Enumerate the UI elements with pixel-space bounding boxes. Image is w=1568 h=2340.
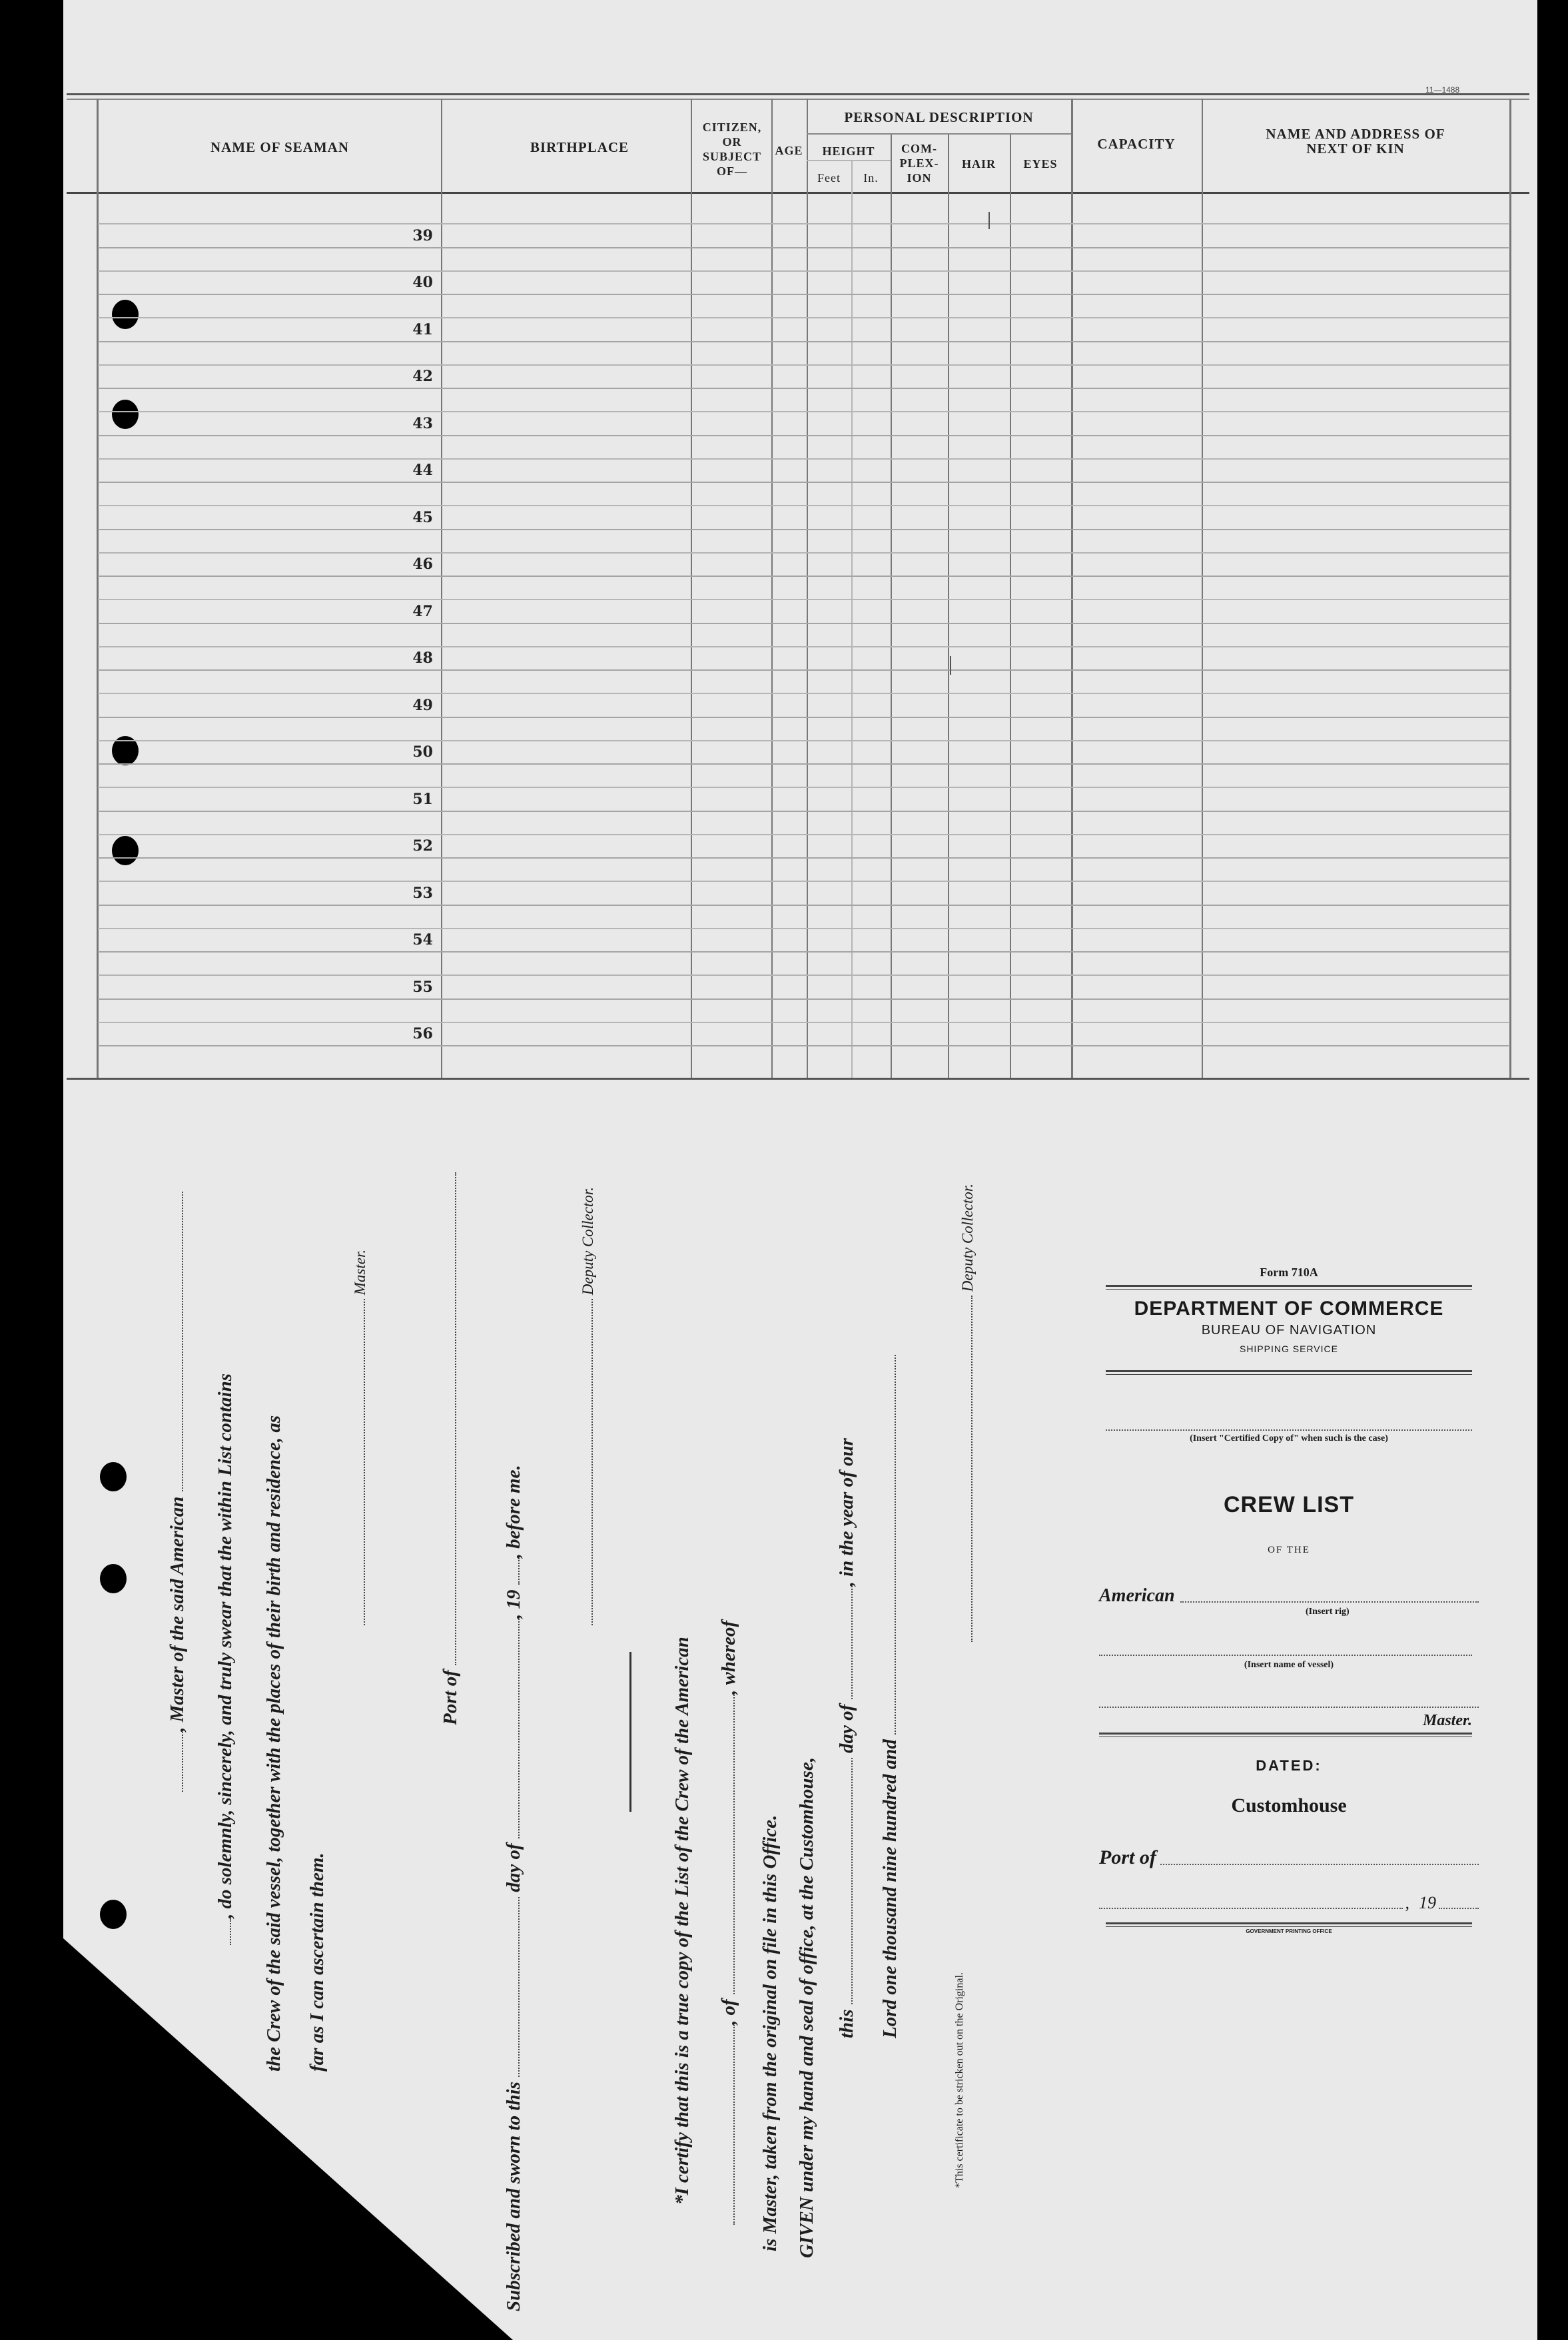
table-header-rule bbox=[67, 192, 1529, 194]
header-citizen: CITIZEN, OR SUBJECT OF— bbox=[702, 121, 762, 178]
header-birthplace: BIRTHPLACE bbox=[530, 139, 629, 155]
column-divider bbox=[97, 99, 99, 1078]
row-number: 43 bbox=[412, 414, 433, 432]
cover-panel bbox=[1099, 1266, 1479, 1934]
row-guide-line bbox=[98, 270, 1509, 272]
printing-office: GOVERNMENT PRINTING OFFICE bbox=[1246, 1928, 1332, 1934]
column-divider bbox=[891, 133, 892, 1078]
binder-hole bbox=[112, 836, 139, 865]
header-eyes: EYES bbox=[1023, 157, 1058, 171]
row-line bbox=[98, 576, 1509, 577]
row-number: 52 bbox=[412, 837, 433, 855]
binder-hole bbox=[100, 1564, 127, 1593]
oath-port-of: Port of bbox=[440, 1172, 462, 1725]
row-number: 44 bbox=[412, 462, 433, 479]
header-next-of-kin: NAME AND ADDRESS OF NEXT OF KIN bbox=[1266, 126, 1445, 157]
row-number: 47 bbox=[412, 602, 433, 620]
oath-subscribed: Subscribed and sworn to this day of , 19 , before me. bbox=[503, 1465, 524, 2311]
customhouse-label: Customhouse bbox=[1231, 1794, 1347, 1816]
row-guide-line bbox=[98, 411, 1509, 412]
column-divider bbox=[771, 99, 773, 1078]
column-divider bbox=[1010, 133, 1011, 1078]
row-line bbox=[98, 623, 1509, 624]
deputy-collector-cert: Deputy Collector. bbox=[959, 1184, 977, 1642]
row-guide-line bbox=[98, 881, 1509, 882]
master-label: Master. bbox=[1422, 1712, 1472, 1729]
binder-hole bbox=[100, 1462, 127, 1491]
column-divider bbox=[1509, 99, 1511, 1078]
dated-label: DATED: bbox=[1256, 1757, 1322, 1774]
oath-line-3: the Crew of the said vessel, together with the places of their birth and residence, as bbox=[263, 1415, 284, 2072]
master-line bbox=[1099, 1707, 1479, 1712]
header-feet: Feet bbox=[817, 171, 841, 185]
insert-certified-note: (Insert "Certified Copy of" when such is the case) bbox=[1190, 1433, 1388, 1443]
row-number: 53 bbox=[412, 884, 433, 902]
row-number: 55 bbox=[412, 978, 433, 996]
row-guide-line bbox=[98, 834, 1509, 835]
row-number: 50 bbox=[412, 743, 433, 761]
column-divider bbox=[441, 99, 442, 1078]
row-line bbox=[98, 294, 1509, 295]
pen-mark bbox=[988, 212, 990, 229]
row-number: 46 bbox=[412, 556, 433, 573]
column-divider bbox=[691, 99, 692, 1078]
insert-rig-note: (Insert rig) bbox=[1306, 1607, 1350, 1617]
row-guide-line bbox=[98, 787, 1509, 788]
row-guide-line bbox=[98, 552, 1509, 554]
row-number: 42 bbox=[412, 368, 433, 385]
table-bottom-rule bbox=[67, 1078, 1529, 1080]
department-title: DEPARTMENT OF COMMERCE bbox=[1134, 1298, 1444, 1320]
bureau-title: BUREAU OF NAVIGATION bbox=[1201, 1323, 1377, 1338]
row-line bbox=[98, 998, 1509, 1000]
oath-line-2: , do solemnly, sincerely, and truly swear that the within List contains bbox=[214, 1373, 236, 1945]
row-guide-line bbox=[98, 505, 1509, 506]
row-line bbox=[98, 951, 1509, 953]
certificate-this-day: this day of , in the year of our bbox=[836, 1438, 857, 2038]
row-guide-line bbox=[98, 975, 1509, 976]
form-number: Form 710A bbox=[1260, 1266, 1318, 1279]
column-divider bbox=[1071, 99, 1073, 1078]
row-line bbox=[98, 1045, 1509, 1046]
corner-code: 11—1488 bbox=[1425, 85, 1460, 95]
certificate-footnote: *This certificate to be stricken out on the Original. bbox=[954, 1972, 965, 2188]
row-line bbox=[98, 529, 1509, 530]
header-age: AGE bbox=[775, 144, 803, 157]
binder-hole bbox=[112, 400, 139, 429]
header-height: HEIGHT bbox=[822, 145, 875, 158]
row-line bbox=[98, 482, 1509, 483]
header-subrule bbox=[807, 160, 891, 161]
port-of-line: Port of bbox=[1099, 1846, 1479, 1869]
row-guide-line bbox=[98, 1022, 1509, 1023]
insert-vessel-note: (Insert name of vessel) bbox=[1244, 1660, 1334, 1670]
header-capacity: CAPACITY bbox=[1097, 136, 1176, 152]
header-complexion: COM- PLEX- ION bbox=[899, 142, 939, 185]
table-top-rule bbox=[67, 93, 1529, 95]
cover-rule bbox=[1099, 1733, 1472, 1737]
row-guide-line bbox=[98, 458, 1509, 460]
row-line bbox=[98, 669, 1509, 671]
column-divider bbox=[851, 160, 853, 1078]
crew-list-title: CREW LIST bbox=[1224, 1492, 1354, 1517]
certificate-line-2: is Master, taken from the original on file in this Office. bbox=[759, 1814, 781, 2251]
row-number: 51 bbox=[412, 790, 433, 808]
binder-hole bbox=[100, 1900, 127, 1929]
table-top-rule bbox=[67, 99, 1529, 100]
row-line bbox=[98, 811, 1509, 812]
header-hair: HAIR bbox=[961, 157, 996, 171]
column-divider bbox=[807, 99, 808, 1078]
cover-rule bbox=[1106, 1370, 1472, 1375]
certificate-line-1: *I certify that this is a true copy of the List of the Crew of the American bbox=[671, 1637, 693, 2205]
row-guide-line bbox=[98, 599, 1509, 600]
header-name-of-seaman: NAME OF SEAMAN bbox=[210, 139, 350, 155]
certificate-of-whereof: , of , whereof bbox=[718, 1621, 740, 2225]
row-line bbox=[98, 247, 1509, 248]
row-guide-line bbox=[98, 223, 1509, 224]
row-number: 48 bbox=[412, 649, 433, 667]
certified-copy-line bbox=[1106, 1429, 1472, 1431]
row-number: 45 bbox=[412, 508, 433, 526]
american-rig-line: American bbox=[1099, 1585, 1479, 1607]
row-number: 39 bbox=[412, 226, 433, 244]
row-line bbox=[98, 905, 1509, 906]
of-the: OF THE bbox=[1268, 1545, 1310, 1555]
row-guide-line bbox=[98, 740, 1509, 741]
binder-hole bbox=[112, 300, 139, 329]
certificate-line-3: GIVEN under my hand and seal of office, at the Customhouse, bbox=[796, 1757, 817, 2258]
row-guide-line bbox=[98, 364, 1509, 366]
row-guide-line bbox=[98, 693, 1509, 694]
deputy-collector-oath: Deputy Collector. bbox=[580, 1187, 597, 1625]
row-line bbox=[98, 717, 1509, 718]
row-line bbox=[98, 763, 1509, 765]
oath-line-4: far as I can ascertain them. bbox=[306, 1852, 328, 2072]
row-number: 41 bbox=[412, 320, 433, 338]
row-number: 56 bbox=[412, 1025, 433, 1042]
cover-rule bbox=[1106, 1922, 1472, 1927]
row-line bbox=[98, 341, 1509, 342]
row-line bbox=[98, 388, 1509, 389]
header-inches: In. bbox=[863, 171, 879, 185]
column-divider bbox=[948, 133, 949, 1078]
column-divider bbox=[1202, 99, 1203, 1078]
date-19-line: , 19 bbox=[1099, 1893, 1479, 1913]
pen-mark bbox=[950, 656, 951, 675]
header-subrule bbox=[807, 133, 1071, 135]
service-title: SHIPPING SERVICE bbox=[1239, 1344, 1338, 1354]
row-number: 54 bbox=[412, 931, 433, 949]
row-guide-line bbox=[98, 317, 1509, 318]
row-guide-line bbox=[98, 646, 1509, 647]
row-line bbox=[98, 435, 1509, 436]
row-guide-line bbox=[98, 928, 1509, 929]
row-number: 49 bbox=[412, 696, 433, 714]
row-number: 40 bbox=[412, 274, 433, 291]
oath-line-1: , Master of the said American bbox=[167, 1192, 189, 1792]
oath-separator bbox=[629, 1652, 631, 1812]
header-personal-description: PERSONAL DESCRIPTION bbox=[844, 109, 1034, 125]
certificate-line-4: Lord one thousand nine hundred and bbox=[879, 1355, 901, 2038]
row-line bbox=[98, 857, 1509, 859]
vessel-name-line bbox=[1099, 1655, 1472, 1656]
cover-rule bbox=[1106, 1285, 1472, 1290]
master-signature: Master. bbox=[352, 1250, 369, 1625]
